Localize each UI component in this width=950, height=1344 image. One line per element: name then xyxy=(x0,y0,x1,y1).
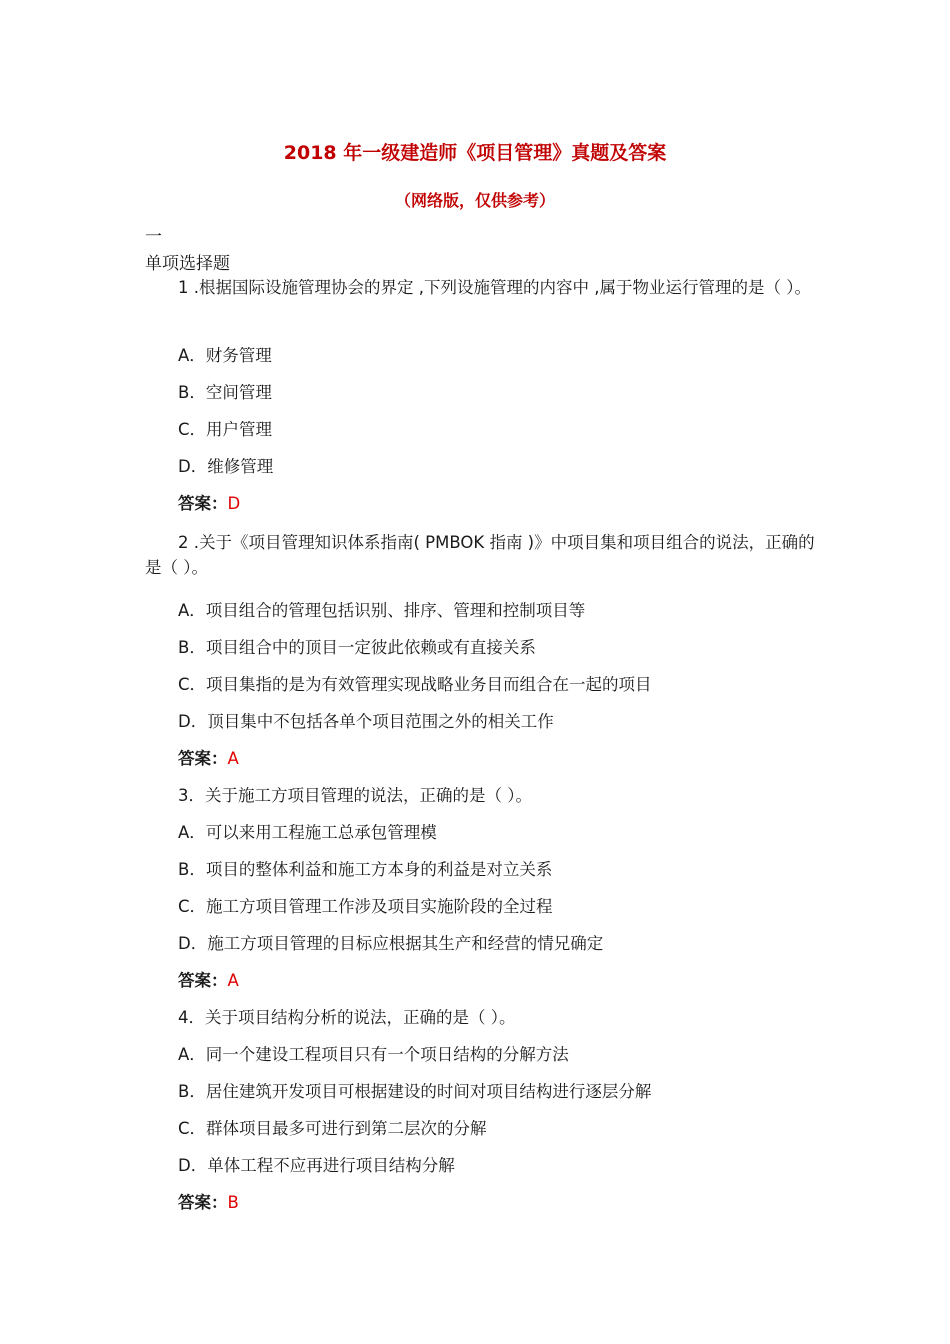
answer-line xyxy=(178,962,950,999)
question-1 xyxy=(0,275,950,522)
option-b: B．项目的整体利益和施工方本身的利益是对立关系 xyxy=(178,860,553,879)
option-d: D．施工方项目管理的目标应根据其生产和经营的情兄确定 xyxy=(178,934,604,953)
answer-line xyxy=(178,1184,950,1221)
answer-label: 答案： xyxy=(178,749,228,768)
answer-line xyxy=(178,485,950,522)
question-stem: 2 .关于《项目管理知识体系指南( PMBOK 指南 )》中项目集和项目组合的说法，正确的是（ ）。 xyxy=(145,533,815,577)
section-title: 单项选择题 xyxy=(145,254,230,274)
question-stem: 4．关于项目结构分析的说法，正确的是（ ）。 xyxy=(178,1008,516,1027)
question-4 xyxy=(0,999,950,1221)
question-list xyxy=(0,275,950,1221)
option-d: D．顶目集中不包括各单个项目范围之外的相关工作 xyxy=(178,712,554,731)
option-d: D．维修管理 xyxy=(178,457,274,476)
option-a: A．财务管理 xyxy=(178,346,272,365)
document-title: 2018 年一级建造师《项目管理》真题及答案 xyxy=(283,142,667,164)
answer-line xyxy=(178,740,950,777)
question-3 xyxy=(0,777,950,999)
option-c: C．群体项目最多可进行到第二层次的分解 xyxy=(178,1119,487,1138)
option-b: B．项目组合中的顶目一定彼此依赖或有直接关系 xyxy=(178,638,536,657)
option-c: C．施工方项目管理工作涉及项目实施阶段的全过程 xyxy=(178,897,553,916)
option-d: D．单体工程不应再进行项目结构分解 xyxy=(178,1156,455,1175)
answer-label: 答案： xyxy=(178,971,228,990)
option-a: A．项目组合的管理包括识别、排序、管理和控制项目等 xyxy=(178,601,586,620)
question-stem: 1 .根据国际设施管理协会的界定 ,下列设施管理的内容中 ,属于物业运行管理的是（ ）。 xyxy=(178,278,811,297)
option-a: A．可以来用工程施工总承包管理模 xyxy=(178,823,437,842)
option-c: C．项目集指的是为有效管理实现战略业务目而组合在一起的项目 xyxy=(178,675,652,694)
answer-label: 答案： xyxy=(178,1193,228,1212)
document-subtitle: （网络版，仅供参考） xyxy=(394,191,555,210)
option-a: A．同一个建设工程项目只有一个项日结构的分解方法 xyxy=(178,1045,569,1064)
option-b: B．空间管理 xyxy=(178,383,272,402)
section-number: 一 xyxy=(145,227,162,247)
answer-label: 答案： xyxy=(178,494,228,513)
answer-value: B xyxy=(227,1193,239,1212)
answer-value: D xyxy=(227,494,241,513)
question-stem: 3．关于施工方项目管理的说法，正确的是（ ）。 xyxy=(178,786,532,805)
answer-value: A xyxy=(227,971,239,990)
option-c: C．用户管理 xyxy=(178,420,273,439)
option-b: B．居住建筑开发项目可根据建设的时间对项目结构进行逐层分解 xyxy=(178,1082,652,1101)
question-2 xyxy=(0,530,950,777)
answer-value: A xyxy=(227,749,239,768)
